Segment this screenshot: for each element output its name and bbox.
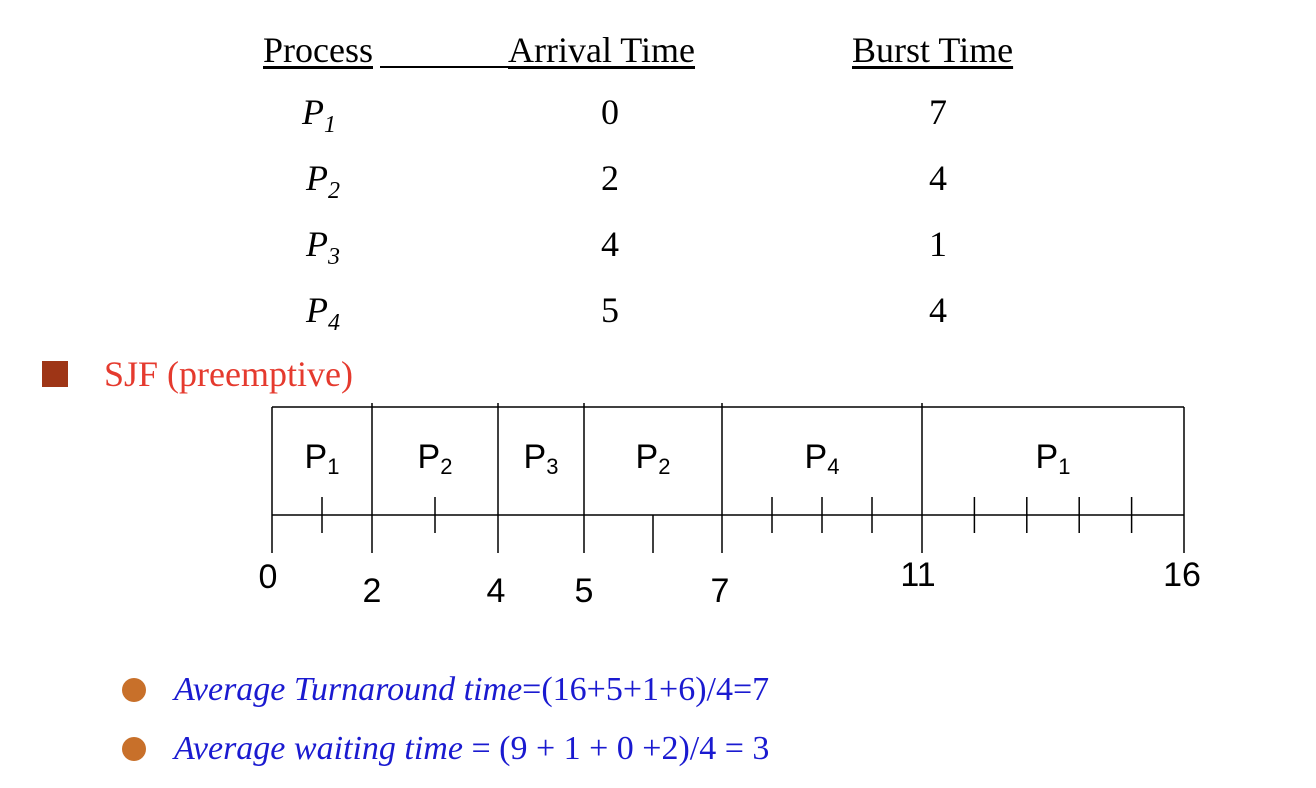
gantt-segment-subscript: 4 [827,454,840,479]
gantt-segment-process: P [417,438,441,476]
process-letter: P [306,290,328,330]
gantt-segment-label [636,438,671,479]
header-arrival-time: Arrival Time [508,30,696,70]
process-subscript: 1 [324,112,336,138]
gantt-segment-label [1036,438,1071,479]
arrival-time-cell: 0 [601,92,619,132]
gantt-segment-process: P [1035,438,1059,476]
burst-time-cell: 1 [929,224,947,264]
gantt-segment-subscript: 3 [546,454,559,479]
gantt-segment-label [418,438,453,479]
burst-time-cell: 7 [929,92,947,132]
process-subscript: 3 [328,244,340,270]
gantt-axis-label: 11 [900,556,936,594]
arrival-time-cell: 5 [601,290,619,330]
bullet-label: Average Turnaround time [174,671,523,708]
bullet-expression: = (9 + 1 + 0 +2)/4 = 3 [462,730,770,767]
round-bullet-icon [122,737,146,761]
gantt-axis-label: 4 [486,572,506,610]
section-label: SJF (preemptive) [104,354,353,394]
gantt-segment-process: P [304,438,328,476]
gantt-axis-label: 5 [574,572,594,610]
burst-time-cell: 4 [929,158,947,198]
header-burst-time: Burst Time [852,30,1014,70]
bullet-turnaround [122,668,769,712]
process-letter: P [306,158,328,198]
process-letter: P [302,92,324,132]
gantt-segment-subscript: 2 [440,454,453,479]
gantt-axis-label: 16 [1163,556,1201,594]
gantt-segment-subscript: 1 [327,454,340,479]
gantt-axis-label: 2 [362,572,382,610]
round-bullet-icon [122,678,146,702]
gantt-segment-label [305,438,340,479]
bullet-text [174,727,769,771]
gantt-segment-label [524,438,559,479]
gantt-segment-label [805,438,840,479]
process-subscript: 4 [328,310,340,336]
process-subscript: 2 [328,178,340,204]
bullet-expression: =(16+5+1+6)/4=7 [522,671,770,708]
gantt-segment-process: P [523,438,547,476]
burst-time-cell: 4 [929,290,947,330]
gantt-axis-label: 0 [258,558,278,596]
bullet-text [174,668,769,712]
gantt-segment-process: P [635,438,659,476]
arrival-time-cell: 4 [601,224,619,264]
header-process: Process [263,30,373,70]
bullet-label: Average waiting time [174,730,463,767]
gantt-segment-process: P [804,438,828,476]
gantt-axis-label: 7 [710,572,730,610]
gantt-segment-subscript: 1 [1058,454,1071,479]
gantt-segment-subscript: 2 [658,454,671,479]
bullet-waiting [122,727,769,771]
process-letter: P [306,224,328,264]
arrival-time-cell: 2 [601,158,619,198]
